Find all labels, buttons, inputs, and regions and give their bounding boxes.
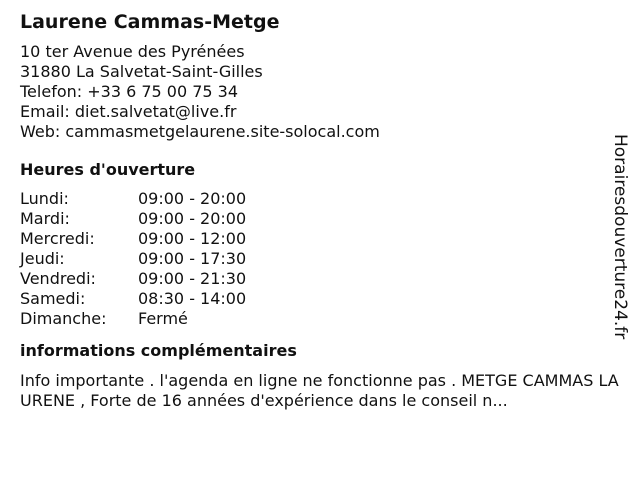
opening-hours-table: [20, 189, 610, 329]
hours-day: Jeudi:: [20, 249, 65, 268]
address-street: 10 ter Avenue des Pyrénées: [20, 42, 245, 61]
hours-time: 08:30 - 14:00: [138, 289, 247, 308]
hours-row-tuesday: [20, 209, 610, 229]
web-line: Web: cammasmetgelaurene.site-solocal.com: [20, 122, 380, 141]
hours-time: Fermé: [138, 309, 188, 328]
hours-day: Dimanche:: [20, 309, 107, 328]
hours-day: Lundi:: [20, 189, 69, 208]
hours-time: 09:00 - 17:30: [138, 249, 247, 268]
hours-day: Samedi:: [20, 289, 86, 308]
hours-time: 09:00 - 20:00: [138, 189, 247, 208]
hours-time: 09:00 - 21:30: [138, 269, 247, 288]
business-card: [20, 8, 619, 411]
hours-row-thursday: [20, 249, 610, 269]
contact-block: [20, 42, 610, 142]
hours-day: Mercredi:: [20, 229, 95, 248]
hours-day: Vendredi:: [20, 269, 96, 288]
hours-row-wednesday: [20, 229, 610, 249]
hours-time: 09:00 - 20:00: [138, 209, 247, 228]
hours-day: Mardi:: [20, 209, 70, 228]
additional-info-heading: informations complémentaires: [20, 341, 297, 360]
opening-hours-heading: Heures d'ouverture: [20, 160, 196, 179]
address-city: 31880 La Salvetat-Saint-Gilles: [20, 62, 263, 81]
additional-info-text: Info importante . l'agenda en ligne ne fonctionne pas . METGE CAMMAS LAURENE , Forte de 16 années d'expérience dans le conseil n...: [20, 371, 619, 410]
hours-time: 09:00 - 12:00: [138, 229, 247, 248]
email-line: Email: diet.salvetat@live.fr: [20, 102, 237, 121]
hours-row-monday: [20, 189, 610, 209]
hours-row-sunday: [20, 309, 610, 329]
site-watermark: Horairesdouverture24.fr: [610, 134, 630, 340]
phone-line: Telefon: +33 6 75 00 75 34: [20, 82, 239, 101]
hours-row-friday: [20, 269, 610, 289]
hours-row-saturday: [20, 289, 610, 309]
business-name: Laurene Cammas-Metge: [20, 11, 280, 33]
